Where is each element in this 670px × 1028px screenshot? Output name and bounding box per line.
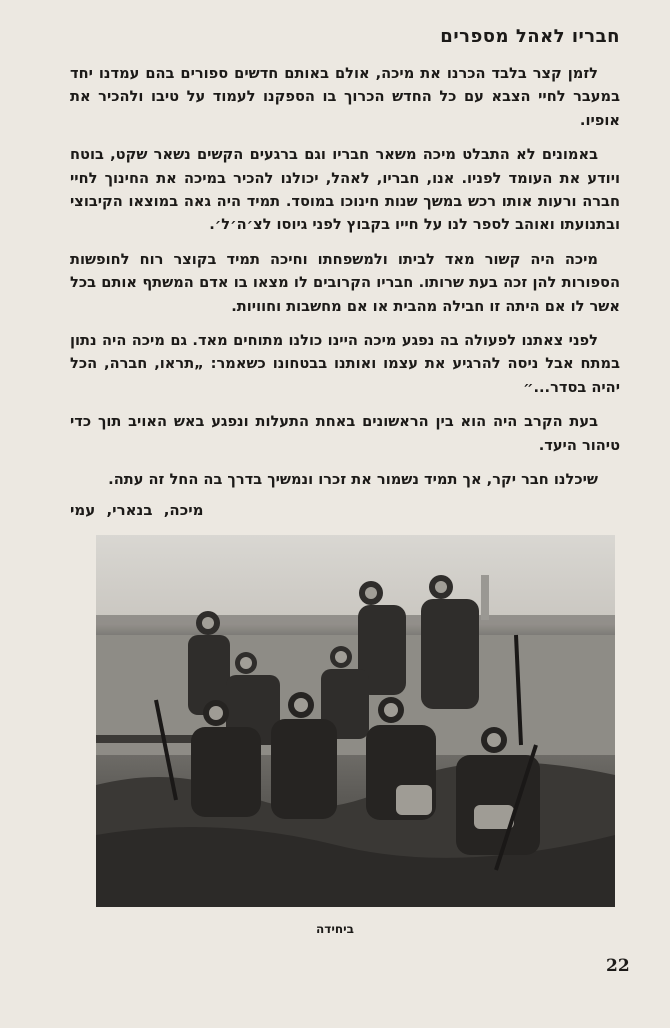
group-photo [96,535,615,907]
paragraph: לפני צאתנו לפעולה בה נפגע מיכה היינו כולנו מתוחים מאד. גם מיכה היה נתון במתח אבל ניסה להרגיע את עצמו ואותנו בבטחונו כשאמר: „תראו, חברה, הכל יהיה בסדר...״ [70,332,620,396]
page-number: 22 [606,956,630,976]
photo-caption: ביחידה [316,922,354,936]
paragraph: שיכלנו חבר יקר, אך תמיד נשמור את זכרו ונמשיך בדרך בה החל זה עתה. [108,471,598,489]
group-of-soldiers-photo-icon [96,535,615,907]
paragraph: מיכה היה קשור מאד לביתו ולמשפחתו וחיכה תמיד בקוצר רוח לחופשות הספורות להן זכה בעת שרותו. חבריו הקרובים לו מצאו בו אדם המשתף אותם בכל אשר לו אם היתה זו חבילה מהבית או אם מחשבות וחוויות. [70,250,620,315]
paragraph: בעת הקרב היה הוא בין הראשונים באחת התעלות ונפגע באש האויב תוך כדי טיהור היעד. [70,413,620,454]
paragraph: באמונים לא התבלט מיכה משאר חבריו וגם ברגעים הקשים נשאר שקט, בוטח ויודע את העומד לפניו. אנו, חבריו, לאהל, יכולנו להכיר במיכה את החינוך לחיי חברה ורעות אותו רכש במשך שנות חינוכו במוסד. תמיד היה גאה במוצאו הקיבוצי ובתנועתו ואוהב לספר לנו על חייו בקבוץ לפני גיוסו לצ׳ה׳ל׳. [70,146,620,234]
paragraph: לזמן קצר בלבד הכרנו את מיכה, אולם באותם חדשים ספורים בהם עמדנו יחד במעבר לחיי הצבא עם כל החדש הכרוך בו הספקנו לעמוד על טיבו ולהכיר את אופיו. [70,65,620,129]
signature: מיכה, בנארי, עמי [70,501,204,519]
body-text [70,62,620,503]
page-heading: חבריו לאהל מספרים [440,26,620,47]
